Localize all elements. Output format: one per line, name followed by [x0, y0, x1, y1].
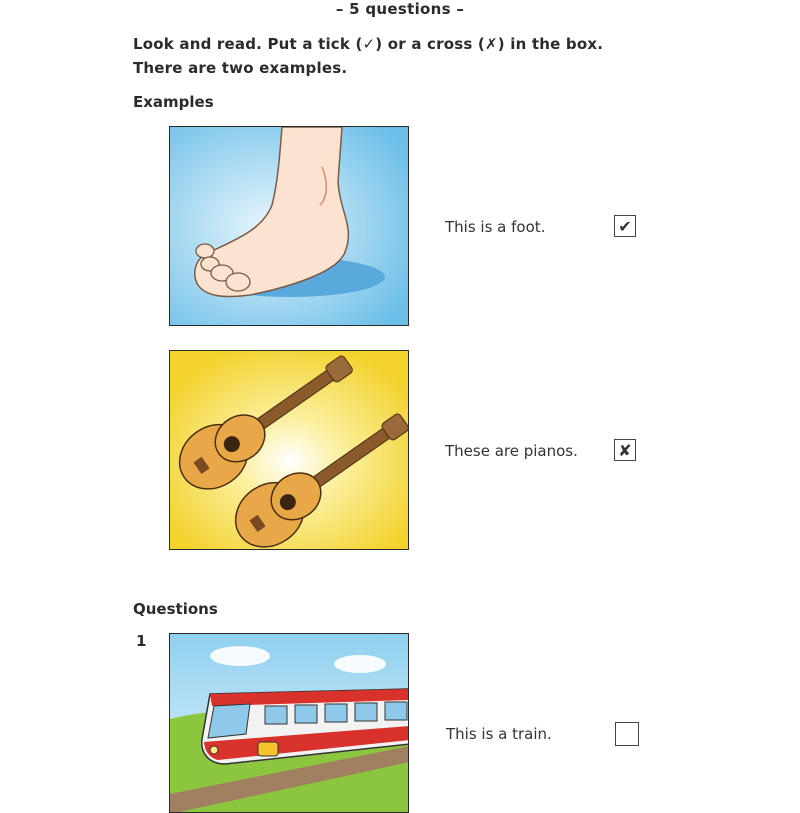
question-1-sentence: This is a train.: [446, 725, 552, 743]
examples-label: Examples: [133, 93, 214, 111]
example-2-sentence: These are pianos.: [445, 442, 578, 460]
example-1-answer-box: ✔: [614, 215, 636, 237]
page-heading: – 5 questions –: [335, 0, 465, 18]
example-1-sentence: This is a foot.: [445, 218, 546, 236]
question-1-number: 1: [136, 632, 147, 650]
example-2-answer-box: ✘: [614, 439, 636, 461]
instruction-line-2: There are two examples.: [133, 59, 348, 77]
foot-picture: [169, 126, 409, 326]
instruction-line-1: Look and read. Put a tick (✓) or a cross (✗) in the box.: [133, 35, 604, 53]
question-1-answer-box[interactable]: [615, 722, 639, 746]
train-picture: [169, 633, 409, 813]
questions-label: Questions: [133, 600, 218, 618]
guitars-picture: [169, 350, 409, 550]
